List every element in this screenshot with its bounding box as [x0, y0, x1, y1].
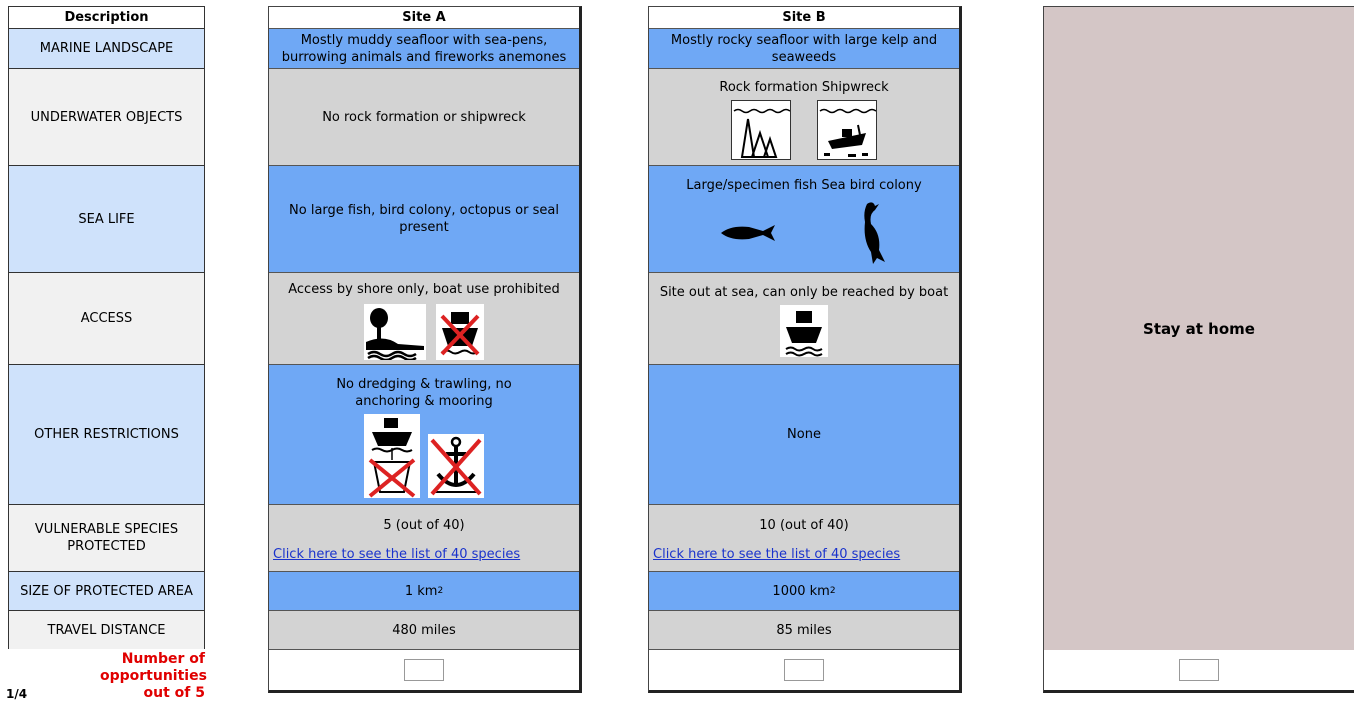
site-b-species-count: 10 (out of 40) [759, 518, 849, 533]
site-a-objects: No rock formation or shipwreck [269, 69, 579, 166]
stay-at-home-column [1043, 6, 1354, 693]
row-label-travel-distance: TRAVEL DISTANCE [9, 611, 204, 649]
site-a-access-text: Access by shore only, boat use prohibited [288, 282, 560, 297]
row-label-size: SIZE OF PROTECTED AREA [9, 572, 204, 611]
site-b-sealife-text: Large/specimen fish Sea bird colony [686, 177, 922, 193]
site-b-header: Site B [649, 7, 959, 29]
row-label-vulnerable-species: VULNERABLE SPECIES PROTECTED [9, 505, 204, 572]
site-b-size [649, 572, 959, 611]
site-b-restrictions: None [649, 365, 959, 505]
description-header: Description [9, 7, 204, 29]
site-a-size-value: 1 km [404, 583, 438, 599]
stay-at-home-opportunities-input[interactable] [1179, 659, 1219, 681]
site-b-column [648, 6, 962, 693]
site-a-header: Site A [269, 7, 579, 29]
site-a-restrictions-text: No dredging & trawling, no anchoring & mooring [336, 376, 512, 409]
row-label-access: ACCESS [9, 273, 204, 365]
site-b-objects-text: Rock formation Shipwreck [719, 79, 889, 95]
no-anchoring-icon [428, 434, 484, 498]
page-indicator: 1/4 [6, 687, 28, 701]
site-b-access-text: Site out at sea, can only be reached by boat [659, 285, 949, 300]
site-a-size [269, 572, 579, 611]
sea-bird-colony-icon [859, 200, 889, 266]
site-b-species [649, 505, 959, 572]
row-label-sea-life: SEA LIFE [9, 166, 204, 273]
site-a-column [268, 6, 582, 693]
site-a-opportunities-input[interactable] [404, 659, 444, 681]
opportunities-note: Number of opportunities out of 5 [100, 651, 207, 701]
site-a-species [269, 505, 579, 572]
shore-access-icon [364, 304, 426, 360]
site-a-distance: 480 miles [269, 611, 579, 650]
site-b-access [649, 273, 959, 365]
site-b-size-value: 1000 km [772, 583, 830, 599]
large-fish-icon [719, 223, 779, 243]
description-column [8, 6, 205, 649]
rock-formation-icon [731, 100, 791, 160]
row-label-marine-landscape: MARINE LANDSCAPE [9, 29, 204, 69]
row-label-other-restrictions: OTHER RESTRICTIONS [9, 365, 204, 505]
site-a-size-sup: 2 [437, 585, 444, 596]
site-b-objects [649, 69, 959, 166]
site-b-opportunities-input[interactable] [784, 659, 824, 681]
site-b-species-list-link[interactable]: Click here to see the list of 40 species [653, 547, 901, 562]
no-dredging-trawling-icon [364, 414, 420, 498]
site-a-restrictions [269, 365, 579, 505]
boat-access-icon [780, 305, 828, 357]
site-a-sealife: No large fish, bird colony, octopus or seal present [269, 166, 579, 273]
no-boat-icon [436, 304, 484, 360]
site-b-size-sup: 2 [829, 585, 836, 596]
row-label-underwater-objects: UNDERWATER OBJECTS [9, 69, 204, 166]
site-b-landscape: Mostly rocky seafloor with large kelp and seaweeds [649, 29, 959, 69]
site-b-sealife [649, 166, 959, 273]
site-a-access [269, 273, 579, 365]
stay-at-home-choice-row [1044, 650, 1354, 690]
site-a-choice-row [269, 650, 579, 690]
site-a-species-count: 5 (out of 40) [383, 518, 465, 533]
site-a-landscape: Mostly muddy seafloor with sea-pens, burrowing animals and fireworks anemones [269, 29, 579, 69]
stay-at-home-label: Stay at home [1044, 7, 1354, 651]
shipwreck-icon [817, 100, 877, 160]
site-b-choice-row [649, 650, 959, 690]
site-b-distance: 85 miles [649, 611, 959, 650]
site-a-species-list-link[interactable]: Click here to see the list of 40 species [273, 547, 521, 562]
